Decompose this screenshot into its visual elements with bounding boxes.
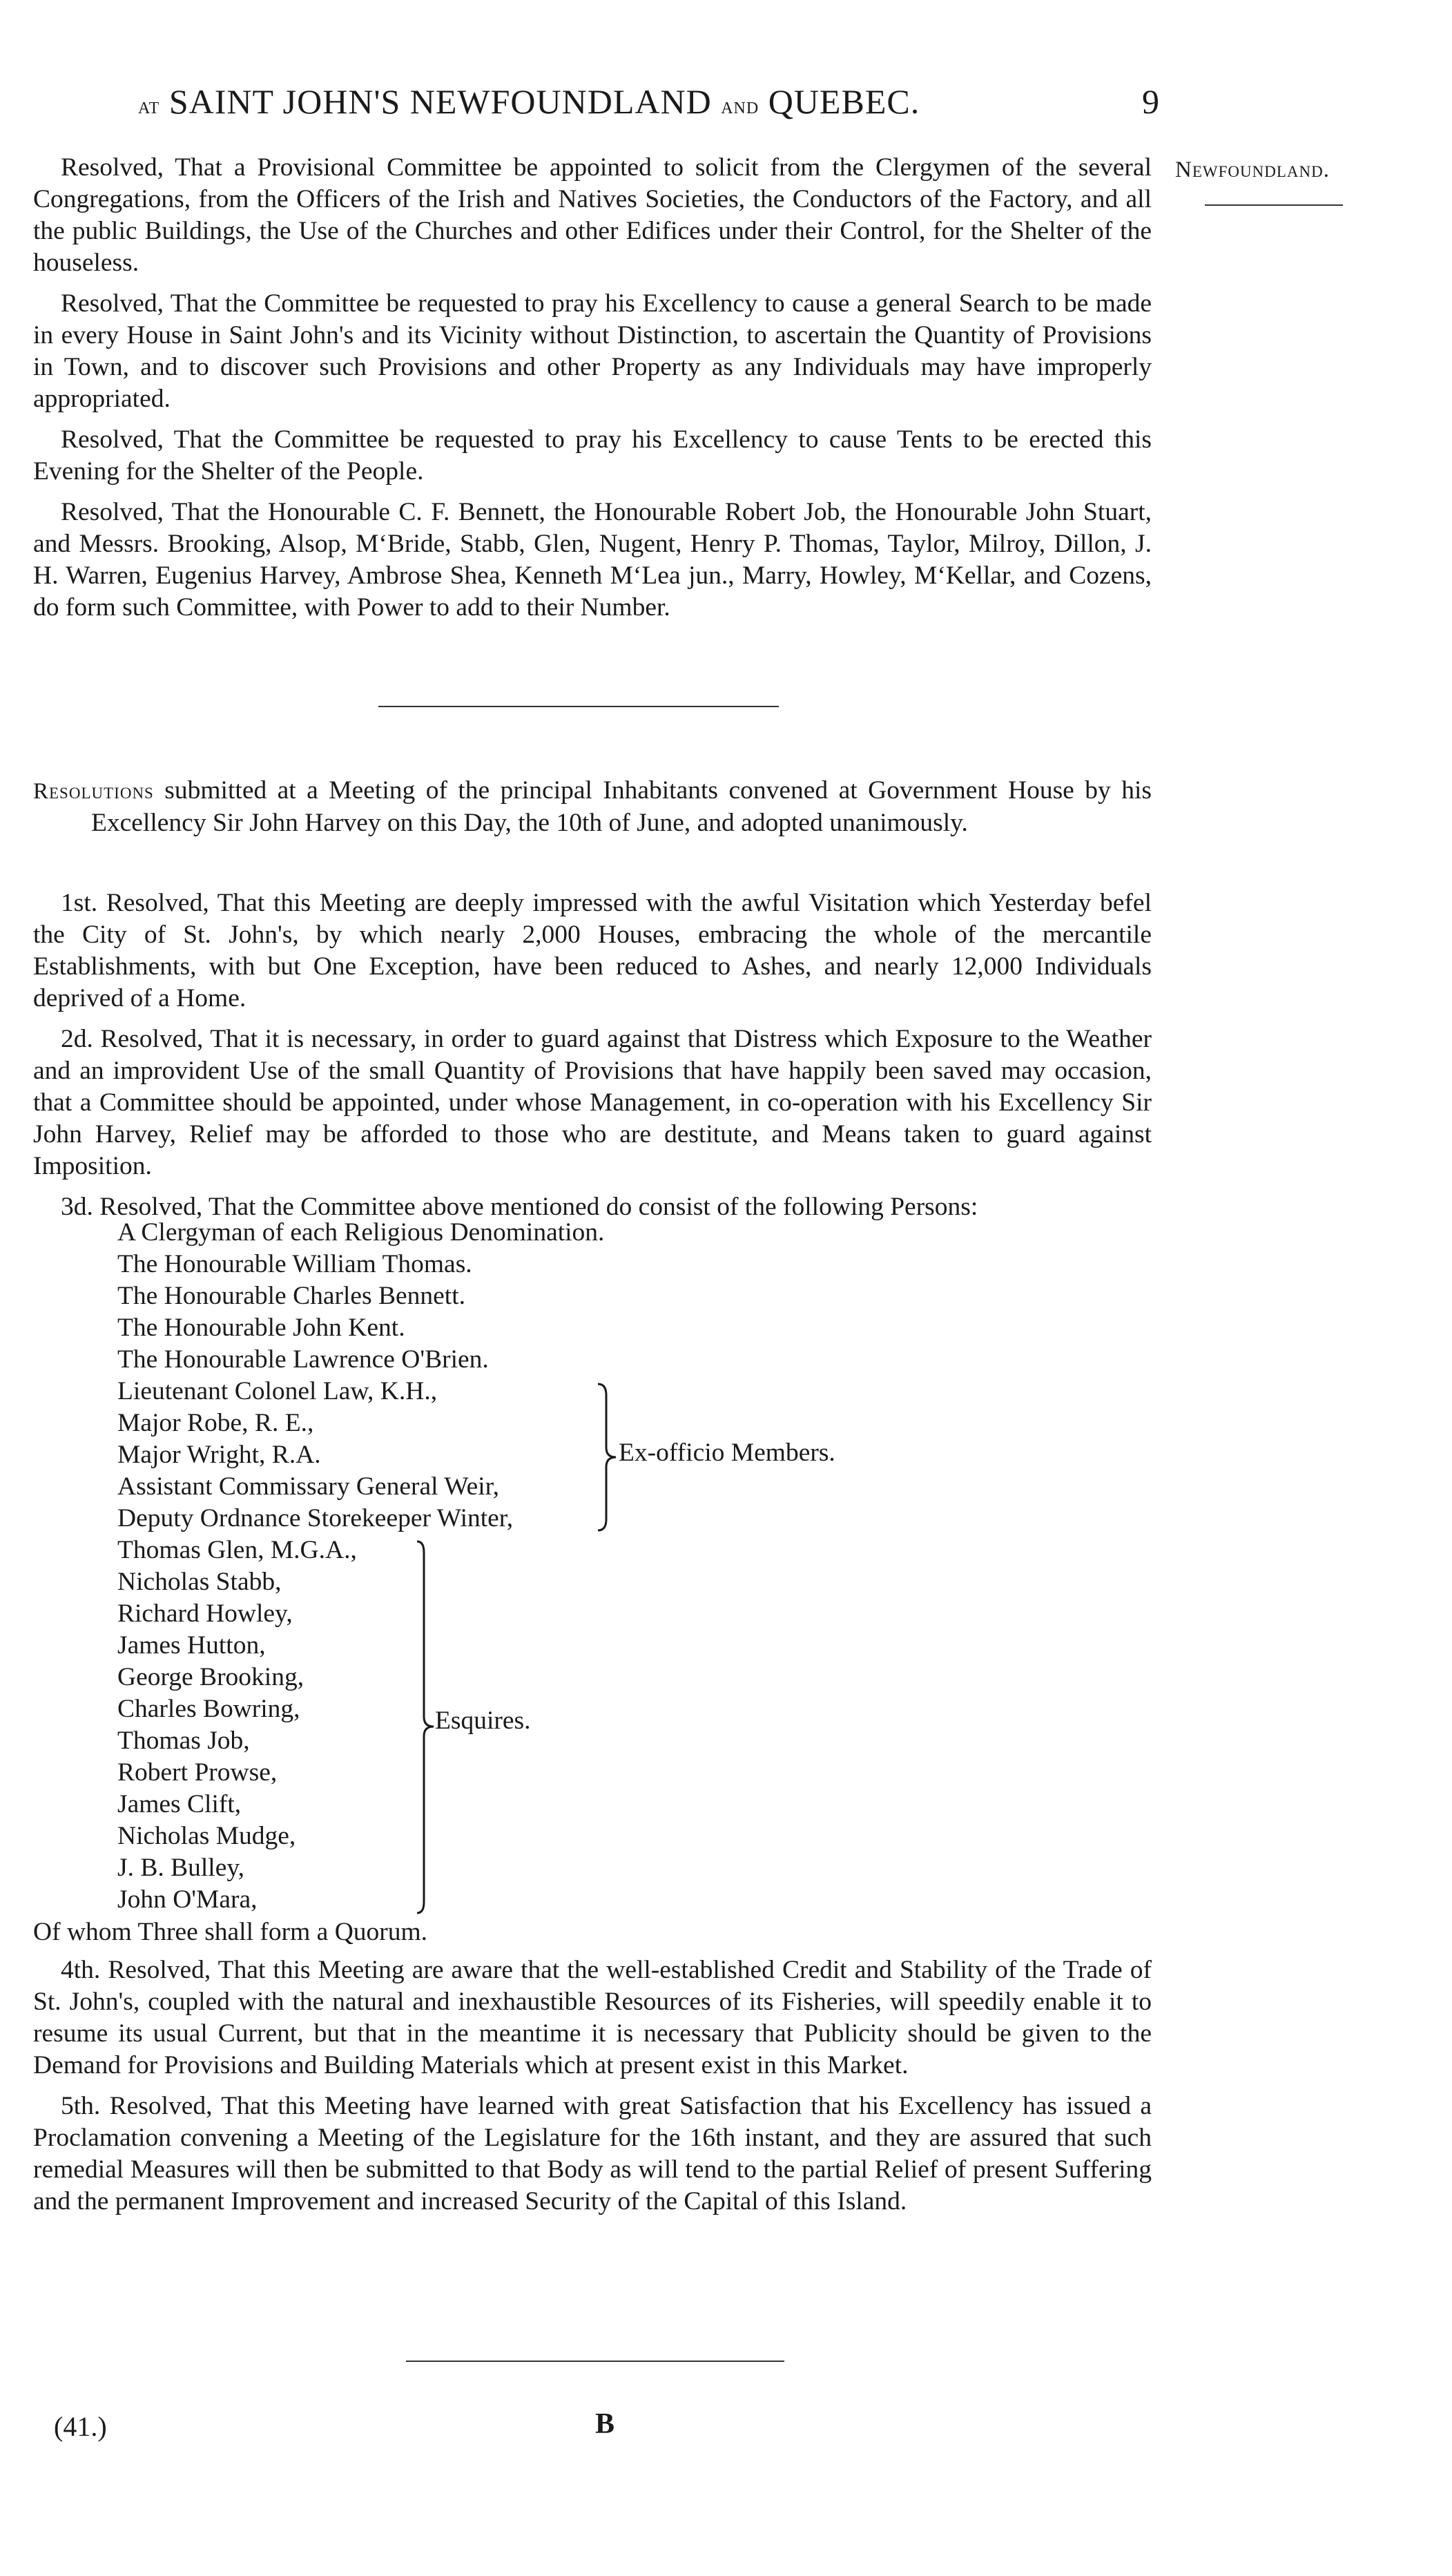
section-divider — [378, 706, 779, 707]
member-entry: A Clergyman of each Religious Denomination. — [117, 1218, 605, 1247]
resolution-paragraph: Resolved, That the Committee be requested to pray his Excellency to cause Tents to be erected this Evening for the Shelter of the People. — [33, 425, 1152, 486]
resolution-paragraph: Resolved, That the Honourable C. F. Bennett, the Honourable Robert Job, the Honourable John Stuart, and Messrs. Brooking, Alsop, M‘Bride, Stabb, Glen, Nugent, Henry P. Thomas, Taylor, Milroy, Dillon, J. H. Warren, Eugenius Harvey, Ambrose Shea, Kenneth M‘Lea jun., Marry, Howley, M‘Kellar, and Cozens, do form such Committee, with Power to add to their Number. — [33, 498, 1152, 622]
section-one — [33, 152, 1152, 633]
resolution-paragraph: 5th. Resolved, That this Meeting have learned with great Satisfaction that his Excellency has issued a Proclamation convening a Meeting of the Legislature for the 16th instant, and they are assured that such remedial Measures will then be submitted to that Body as will tend to the partial Relief of present Suffering and the permanent Improvement and increased Security of the Capital of this Island. — [33, 2092, 1152, 2215]
member-entry: Richard Howley, — [117, 1599, 293, 1628]
resolution-paragraph: Resolved, That a Provisional Committee be appointed to solicit from the Clergymen of the several Congregations, from the Officers of the Irish and Natives Societies, the Conductors of the Factory, and all the public Buildings, the Use of the Churches and other Edifices under their Control, for the Shelter of the houseless. — [33, 153, 1152, 277]
section-two — [33, 887, 1152, 1232]
member-entry: Major Robe, R. E., — [117, 1409, 314, 1437]
resolution-paragraph: 2d. Resolved, That it is necessary, in order to guard against that Distress which Exposure to the Weather and an improvident Use of the small Quantity of Provisions that have happily been saved may occasion, that a Committee should be appointed, under whose Management, in co-operation with his Excellency Sir John Harvey, Relief may be afforded to those who are destitute, and Means taken to guard against Imposition. — [33, 1025, 1152, 1180]
esquires-brace — [414, 1539, 438, 1916]
member-entry: Thomas Job, — [117, 1727, 250, 1755]
member-entry: James Hutton, — [117, 1631, 266, 1660]
footer-signature-mark: B — [595, 2408, 615, 2440]
member-list — [117, 1217, 604, 1916]
member-entry: J. B. Bulley, — [117, 1854, 245, 1882]
resolution-paragraph: 1st. Resolved, That this Meeting are deeply impressed with the awful Visitation which Yesterday befel the City of St. John's, by which nearly 2,000 Houses, embracing the whole of the mercantile Establishments, with but One Exception, have been reduced to Ashes, and nearly 12,000 Individuals deprived of a Home. — [33, 889, 1152, 1012]
member-entry: Thomas Glen, M.G.A., — [117, 1536, 357, 1564]
section-three — [33, 1954, 1152, 2227]
resolutions-lead: Resolutions — [33, 779, 154, 804]
resolution-paragraph: 4th. Resolved, That this Meeting are aware that the well-established Credit and Stability of the Trade of St. John's, coupled with the natural and inexhaustible Resources of its Fisheries, will speedily enable it to resume its usual Current, but that in the meantime it is necessary that Publicity should be given to the Demand for Provisions and Building Materials which at present exist in this Market. — [33, 1956, 1152, 2079]
member-entry: Charles Bowring, — [117, 1695, 300, 1723]
margin-rule — [1205, 204, 1343, 206]
header-title-b: QUEBEC. — [768, 82, 920, 121]
resolutions-heading — [33, 775, 1152, 839]
member-entry: The Honourable William Thomas. — [117, 1250, 472, 1278]
member-entry: Robert Prowse, — [117, 1758, 278, 1787]
member-entry: Deputy Ordnance Storekeeper Winter, — [117, 1504, 514, 1532]
member-entry: Nicholas Mudge, — [117, 1822, 296, 1850]
running-header — [138, 81, 1160, 122]
member-entry: Nicholas Stabb, — [117, 1568, 282, 1596]
member-entry: The Honourable Lawrence O'Brien. — [117, 1345, 489, 1374]
member-entry: John O'Mara, — [117, 1885, 258, 1914]
section-divider — [406, 2361, 784, 2362]
member-entry: The Honourable John Kent. — [117, 1314, 405, 1342]
page-number: 9 — [1142, 82, 1160, 121]
resolution-paragraph: Resolved, That the Committee be requested to pray his Excellency to cause a general Search to be made in every House in Saint John's and its Vicinity without Distinction, to ascertain the Quantity of Provisions in Town, and to discover such Provisions and other Property as any Individuals may have improperly appropriated. — [33, 289, 1152, 413]
member-entry: The Honourable Charles Bennett. — [117, 1282, 466, 1310]
ex-officio-label: Ex-officio Members. — [619, 1439, 835, 1467]
resolution-paragraph: 3d. Resolved, That the Committee above mentioned do consist of the following Persons: — [61, 1193, 978, 1221]
margin-note: Newfoundland. — [1175, 157, 1330, 182]
resolutions-heading-text: submitted at a Meeting of the principal Inhabitants convened at Government House by his Excellency Sir John Harvey on this Day, the 10th of June, and adopted unanimously. — [91, 776, 1152, 837]
member-entry: George Brooking, — [117, 1663, 304, 1691]
quorum-line: Of whom Three shall form a Quorum. — [33, 1918, 428, 1946]
member-entry: Major Wright, R.A. — [117, 1441, 321, 1469]
member-entry: Assistant Commissary General Weir, — [117, 1472, 500, 1501]
header-prefix: at — [138, 93, 160, 119]
header-connector: and — [721, 93, 759, 119]
footer-signature: (41.) — [54, 2411, 107, 2442]
esquires-label: Esquires. — [435, 1707, 531, 1735]
header-title-a: SAINT JOHN'S NEWFOUNDLAND — [168, 82, 712, 121]
member-entry: Lieutenant Colonel Law, K.H., — [117, 1377, 438, 1405]
member-entry: James Clift, — [117, 1790, 242, 1818]
